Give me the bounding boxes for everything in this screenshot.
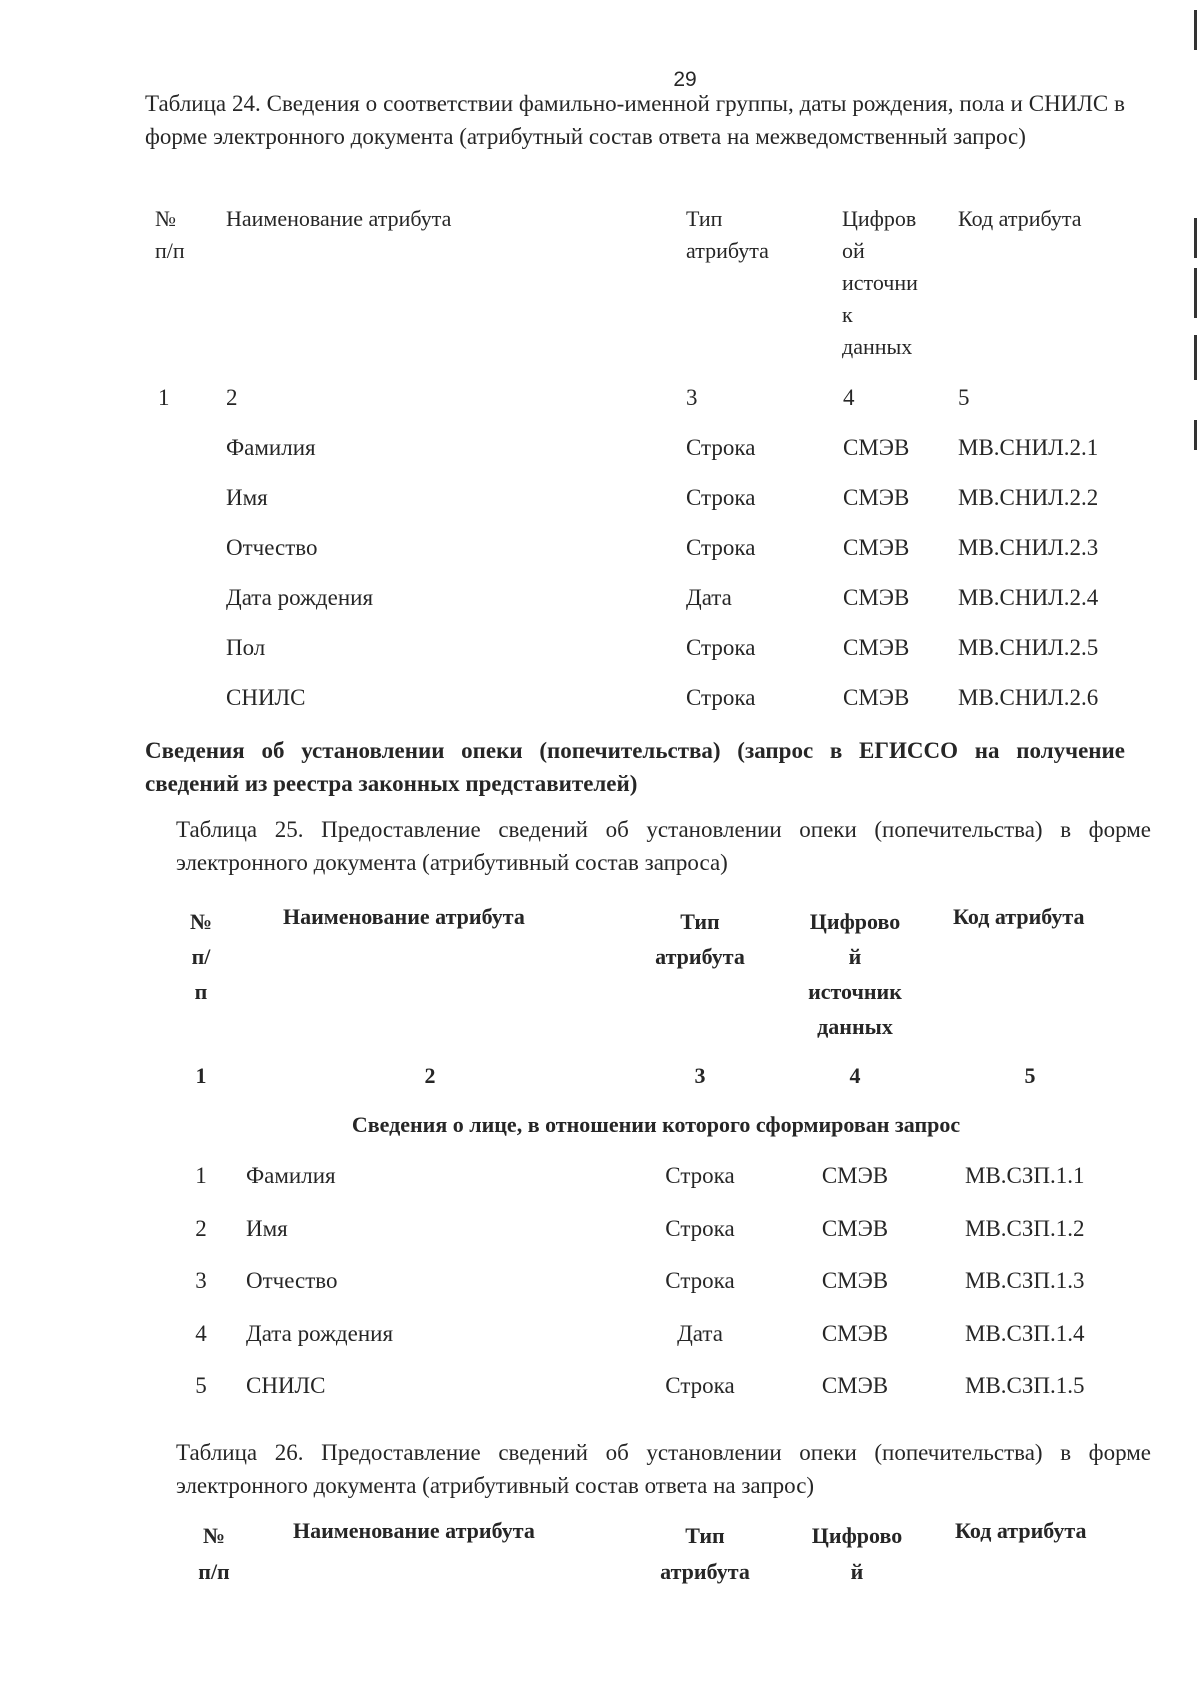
table25-header-no: № п/ п [189,909,213,1004]
table24-caption: Таблица 24. Сведения о соответствии фамильно-именной группы, даты рождения, пола и СНИЛС в форме электронного документа (атрибутный состав ответа на межведомственный запрос) [145,91,1125,149]
table25-num-5: 5 [1024,1063,1036,1088]
table26-caption: Таблица 26. Предоставление сведений об установлении опеки (попечительства) в форме электронного документа (атрибутивный состав ответа на запрос) [176,1440,1151,1498]
table25-header-source: Цифрово й источник данных [808,909,902,1039]
table25-num-4: 4 [849,1063,861,1088]
table24-header-code: Код атрибута [958,206,1082,231]
table25-num-3: 3 [694,1063,706,1088]
scan-edge-mark [1194,335,1197,380]
table24-header-source: Цифров ой источни к данных [842,206,918,359]
table24-num-3: 3 [686,385,698,410]
table26-header-no: № п/п [198,1523,230,1584]
table24-header-type: Тип атрибута [686,206,769,263]
page-number: 29 [673,68,697,91]
scan-edge-mark [1194,420,1197,450]
table26-header-source: Цифрово й [811,1523,903,1584]
table24-header-name: Наименование атрибута [226,206,452,231]
scan-edge-mark [1194,218,1197,258]
table24-num-4: 4 [843,385,855,410]
table25-caption: Таблица 25. Предоставление сведений об установлении опеки (попечительства) в форме электронного документа (атрибутивный состав запроса) [176,817,1151,875]
scan-edge-mark [1194,10,1197,50]
table26-header-code: Код атрибута [955,1518,1087,1543]
table25-header-name: Наименование атрибута [283,904,525,929]
table25-subheading: Сведения о лице, в отношении которого сформирован запрос [351,1112,961,1137]
table25-header-code: Код атрибута [953,904,1085,929]
table25-header-type: Тип атрибута [655,909,745,969]
table24-num-2: 2 [226,385,238,410]
table25-num-1: 1 [195,1063,207,1088]
table24-num-5: 5 [958,385,970,410]
document-page: 29 Таблица 24. Сведения о соответствии фамильно-именной группы, даты рождения, пола и СНИЛС в форме электронного документа (атрибутный состав ответа на межведомственный запрос) № п/п Наименование атрибута Тип атрибута Цифров ой источни к данных Код атрибута 1 2 3 4 5 Фамилия Строка СМЭВ МВ.СНИЛ.2.1 Имя Строка СМЭВ МВ.СНИЛ.2.2 Отчество Строка СМЭВ МВ.СНИЛ.2.3 Дата рождения Дата СМЭВ МВ.СНИЛ.2.4 Пол Строка СМЭВ МВ.СНИЛ.2.5 СНИЛС Строка СМЭВ МВ.СНИЛ.2.6 Сведения об установлении опеки (попечительства) (запрос в ЕГИССО на получение сведений из реестра законных представителей) Таблица 25. Предоставление сведений об установлении опеки (попечительства) в форме электронного документа (атрибутивный состав запроса) № п/ п Наименование атрибута Тип атрибута Цифрово й источник данных Код атрибута 1 2 3 4 5 Сведения о лице, в отношении которого сформирован запрос 1 Фамилия Строка СМЭВ МВ.СЗП.1.1 2 Имя Строка СМЭВ МВ.СЗП.1.2 3 Отчество Строка СМЭВ МВ.СЗП.1.3 4 Дата рождения Дата СМЭВ МВ.СЗП.1.4 5 СНИЛС Строка СМЭВ МВ.СЗП.1.5 Таблица 26. Предоставление сведений об установлении опеки (попечительства) в форме электронного документа (атрибутивный состав ответа на запрос) № п/п Наименование атрибута Тип атрибута Цифрово й Код атрибута [0,0,1200,1692]
table24-num-1: 1 [158,385,170,410]
section-heading: Сведения об установлении опеки (попечительства) (запрос в ЕГИССО на получение сведений из реестра законных представителей) [145,738,1125,796]
table24-header-no: № п/п [155,206,185,263]
table26-header-type: Тип атрибута [660,1523,750,1584]
table26-header-name: Наименование атрибута [293,1518,535,1543]
scan-edge-mark [1194,268,1197,318]
table25-num-2: 2 [424,1063,436,1088]
